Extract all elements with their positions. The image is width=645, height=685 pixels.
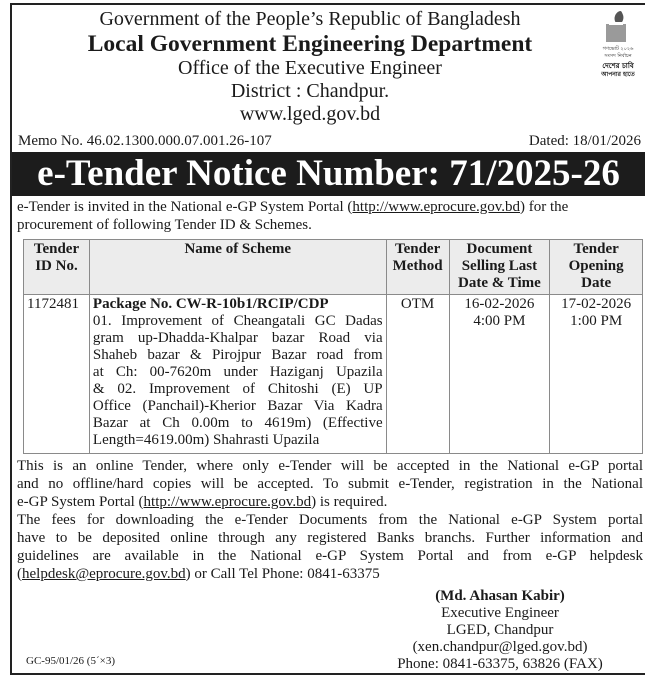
opening-time: 1:00 PM: [570, 313, 623, 329]
intro-line-1: [17, 198, 643, 216]
body-line: guidelines are available in the National e-GP System Portal and from e-GP helpdesk: [17, 548, 643, 564]
header-line: Document: [466, 241, 533, 257]
signatory-email[interactable]: (xen.chandpur@lged.gov.bd): [412, 639, 588, 655]
scheme-line: at Ch: 00-7620m under Haziganj Upazila: [92, 364, 383, 380]
scheme-line: Length=4619.00m) Shahrasti Upazila: [92, 432, 320, 448]
intro-paragraph: [17, 198, 643, 234]
table-row: [24, 295, 643, 454]
intro-line-2: procurement of following Tender ID & Schemes.: [17, 217, 312, 233]
eprocure-link[interactable]: http://www.eprocure.gov.bd: [352, 199, 521, 215]
table-header-row: [24, 240, 643, 295]
cell-scheme: [89, 295, 386, 454]
cell-method: OTM: [386, 295, 449, 454]
body-text: ) is required.: [311, 494, 388, 510]
scheme-line: 01. Improvement of Cheangatali GC Dadas: [92, 313, 383, 329]
scheme-line: Bazar at Ch 0.00m to 4619m) (Effective: [92, 415, 383, 431]
header-line: Method: [392, 258, 443, 274]
signatory-office: LGED, Chandpur: [446, 622, 554, 638]
header-scheme-name: Name of Scheme: [89, 240, 386, 295]
header-line: Tender: [394, 241, 441, 257]
body-line: and no offline/hard copies will be accepted. To submit e-Tender, registration in the National: [17, 476, 643, 492]
ballot-slot: [609, 22, 623, 25]
election-logo: [592, 8, 644, 78]
header-line: ID No.: [35, 258, 78, 274]
body-text: ) or Call Tel Phone: 0841-63375: [185, 566, 380, 582]
header-line: Tender: [33, 241, 80, 257]
notice-title-band: e-Tender Notice Number: 71/2025-26: [12, 152, 645, 196]
ballot-box-icon: [606, 24, 626, 42]
selling-date: 16-02-2026: [464, 296, 535, 312]
header-line: Date: [581, 275, 612, 291]
district-title: District : Chandpur.: [230, 80, 390, 102]
website-link[interactable]: www.lged.gov.bd: [239, 103, 381, 125]
footer-code: GC-95/01/26 (5´×3): [26, 655, 115, 667]
helpdesk-email-link[interactable]: helpdesk@eprocure.gov.bd: [22, 566, 186, 582]
intro-text-end: ) for the: [520, 199, 569, 215]
header-line: Tender: [573, 241, 619, 257]
office-title: Office of the Executive Engineer: [178, 57, 442, 79]
header-tender-method: [386, 240, 449, 295]
header-opening-date: [550, 240, 643, 295]
memo-date: Dated: 18/01/2026: [528, 133, 641, 149]
opening-date: 17-02-2026: [561, 296, 632, 312]
body-line: [17, 565, 643, 583]
cell-opening-date: [550, 295, 643, 454]
cell-tender-id: 1172481: [24, 295, 90, 454]
tender-table: [23, 239, 643, 454]
cell-selling-date: [449, 295, 550, 454]
logo-line-2: সংসদ নির্বাচন: [604, 53, 632, 59]
intro-text: e-Tender is invited in the National e-GP System Portal (: [17, 199, 353, 215]
memo-number: Memo No. 46.02.1300.000.07.001.26-107: [18, 133, 272, 149]
terms-paragraphs: [17, 457, 643, 583]
signatory-title: Executive Engineer: [441, 605, 559, 621]
body-text: e-GP System Portal (: [17, 494, 144, 510]
header-line: Date & Time: [458, 275, 541, 291]
scheme-line: & 02. Improvement of Chitoshi (E) UP: [92, 381, 383, 397]
logo-line-4: আপনার হাতে: [601, 71, 635, 78]
eprocure-link-2[interactable]: http://www.eprocure.gov.bd: [143, 494, 312, 510]
body-line: have to be deposited online through any registered Banks branchs. Further information and: [17, 530, 643, 546]
logo-line-1: গণভোট ২০২৬: [602, 46, 634, 52]
government-title: Government of the People’s Republic of Bangladesh: [99, 8, 521, 30]
header-line: Selling Last: [461, 258, 538, 274]
header-selling-date: [449, 240, 550, 295]
logo-line-3: দেশের চাবি: [602, 62, 634, 70]
signatory-name: (Md. Ahasan Kabir): [435, 588, 565, 604]
body-line: [17, 493, 643, 511]
signatory-phone: Phone: 0841-63375, 63826 (FAX): [397, 656, 603, 672]
scheme-line: Office (Panchail)-Kherior Bazar Via Kadra: [92, 398, 383, 414]
header-tender-id: [24, 240, 90, 295]
selling-time: 4:00 PM: [473, 313, 526, 329]
scheme-line: Shaheb bazar & Pirojpur Bazar road from: [92, 347, 383, 363]
scheme-line: gram up-Dhadda-Khalpar bazar Road via: [92, 330, 383, 346]
body-text: (: [17, 566, 22, 582]
department-title: Local Government Engineering Department: [87, 31, 533, 57]
package-number: Package No. CW-R-10b1/RCIP/CDP: [92, 296, 329, 312]
signature-block: [370, 588, 630, 673]
body-line: The fees for downloading the e-Tender Documents from the National e-GP System portal: [17, 512, 643, 528]
header-line: Opening: [568, 258, 624, 274]
body-line: This is an online Tender, where only e-Tender will be accepted in the National e-GP portal: [17, 458, 643, 474]
